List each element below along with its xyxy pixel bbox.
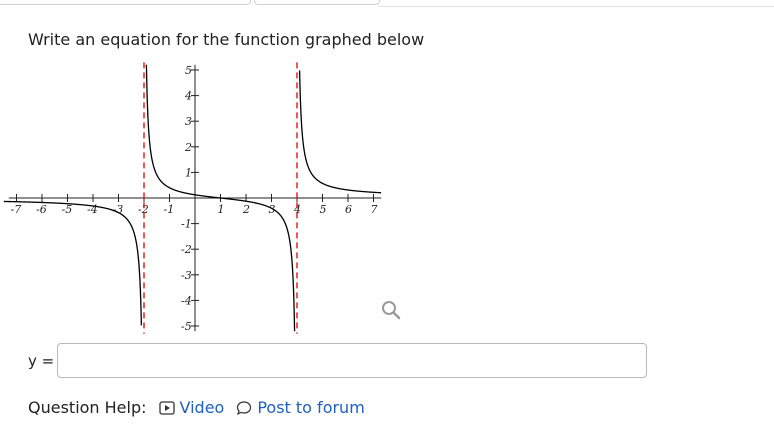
- video-link[interactable]: [159, 398, 225, 417]
- forum-link[interactable]: [236, 398, 364, 417]
- x-tick-label: 7: [370, 203, 378, 216]
- graph-canvas: [10, 64, 414, 333]
- x-tick-label: -1: [163, 203, 175, 216]
- function-graph: [10, 64, 414, 333]
- x-tick-label: 2: [243, 203, 250, 216]
- y-tick-label: 4: [185, 89, 192, 103]
- y-tick-label: -3: [181, 268, 192, 282]
- video-link-label: Video: [179, 398, 225, 417]
- answer-label: y =: [28, 352, 55, 370]
- magnifier-icon[interactable]: [378, 297, 404, 323]
- x-tick-label: -2: [138, 203, 149, 216]
- y-tick-label: 3: [185, 115, 192, 129]
- question-prompt: Write an equation for the function graphed below: [28, 30, 425, 49]
- x-tick-label: 3: [268, 203, 276, 216]
- x-tick-label: 4: [294, 203, 301, 216]
- top-tab-left: [0, 0, 251, 5]
- y-tick-label: 1: [185, 166, 192, 180]
- y-tick-label: -4: [181, 294, 192, 308]
- y-tick-label: -5: [181, 320, 192, 333]
- y-tick-label: 5: [185, 64, 192, 77]
- question-help: [28, 398, 365, 417]
- forum-link-label: Post to forum: [257, 398, 365, 417]
- top-tab-right: [254, 0, 380, 5]
- answer-input[interactable]: [57, 343, 647, 378]
- video-play-icon: [159, 401, 175, 415]
- x-tick-label: -4: [87, 203, 98, 216]
- speech-bubble-icon: [236, 400, 252, 416]
- x-tick-label: -3: [112, 203, 124, 216]
- y-tick-label: -1: [181, 217, 192, 231]
- x-tick-label: -7: [10, 203, 22, 216]
- curve-right-branch: [300, 70, 382, 192]
- curve-left-branch: [4, 201, 142, 325]
- top-divider: [378, 6, 774, 7]
- help-label: Question Help:: [28, 398, 147, 417]
- x-tick-label: 6: [345, 203, 352, 216]
- x-tick-label: 5: [319, 203, 327, 216]
- x-tick-label: -6: [36, 203, 47, 216]
- y-tick-label: -2: [181, 243, 192, 257]
- x-tick-label: -5: [61, 203, 73, 216]
- x-tick-label: 1: [217, 203, 225, 216]
- y-tick-label: 2: [185, 140, 192, 154]
